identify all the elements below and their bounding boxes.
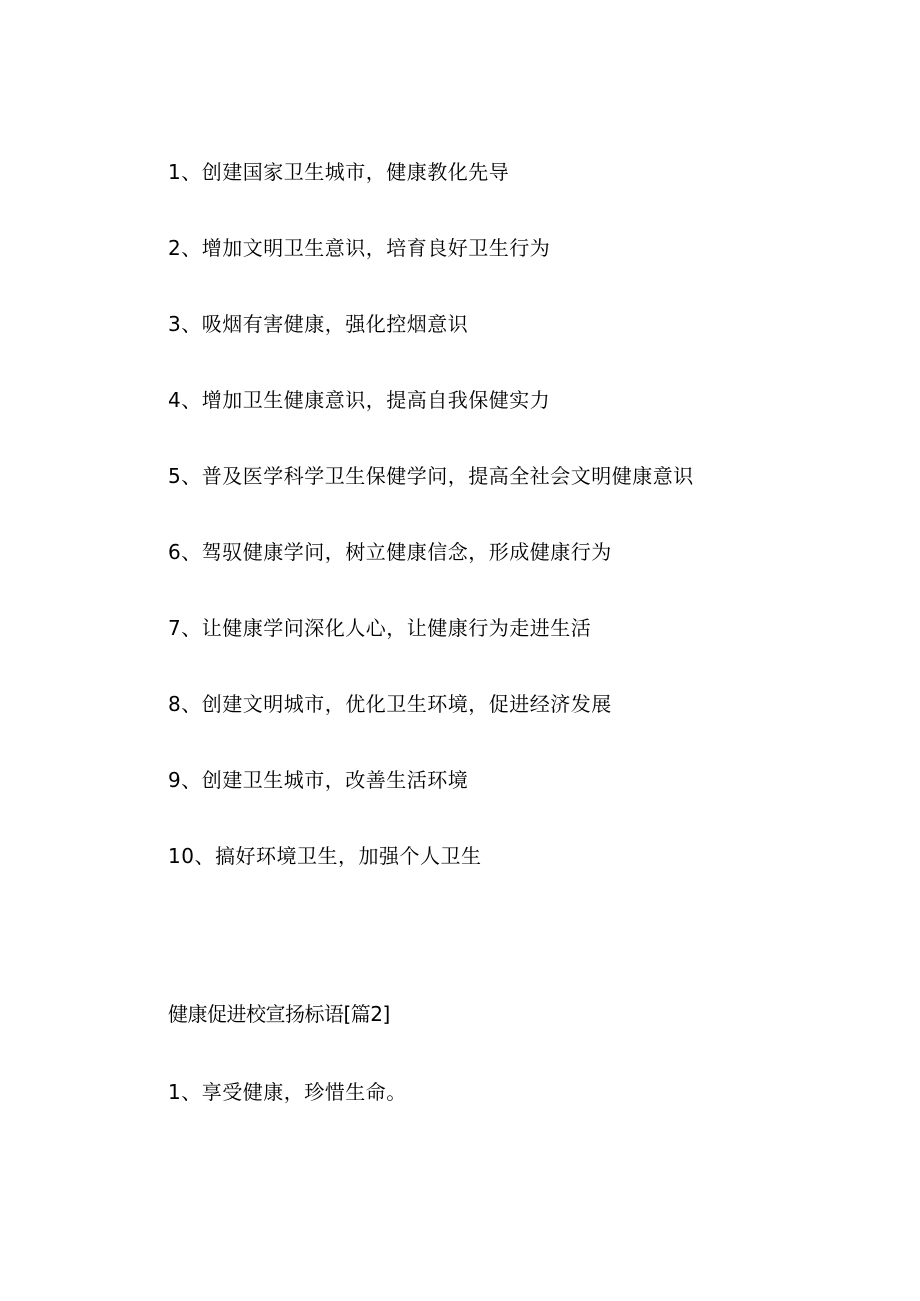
slogan-item-4: 4、增加卫生健康意识，提高自我保健实力 xyxy=(168,388,551,412)
slogan-item-6: 6、驾驭健康学问，树立健康信念，形成健康行为 xyxy=(168,540,612,564)
slogan-item-5: 5、普及医学科学卫生保健学问，提高全社会文明健康意识 xyxy=(168,464,694,488)
slogan-item-10: 10、搞好环境卫生，加强个人卫生 xyxy=(168,844,482,868)
section-heading: 健康促进校宣扬标语[篇2] xyxy=(168,1002,390,1026)
slogan-item-1: 1、创建国家卫生城市，健康教化先导 xyxy=(168,160,510,184)
section2-item-1: 1、享受健康，珍惜生命。 xyxy=(168,1080,407,1104)
slogan-item-3: 3、吸烟有害健康，强化控烟意识 xyxy=(168,312,469,336)
slogan-item-9: 9、创建卫生城市，改善生活环境 xyxy=(168,768,469,792)
slogan-item-7: 7、让健康学问深化人心，让健康行为走进生活 xyxy=(168,616,592,640)
slogan-item-8: 8、创建文明城市，优化卫生环境，促进经济发展 xyxy=(168,692,612,716)
slogan-item-2: 2、增加文明卫生意识，培育良好卫生行为 xyxy=(168,236,551,260)
